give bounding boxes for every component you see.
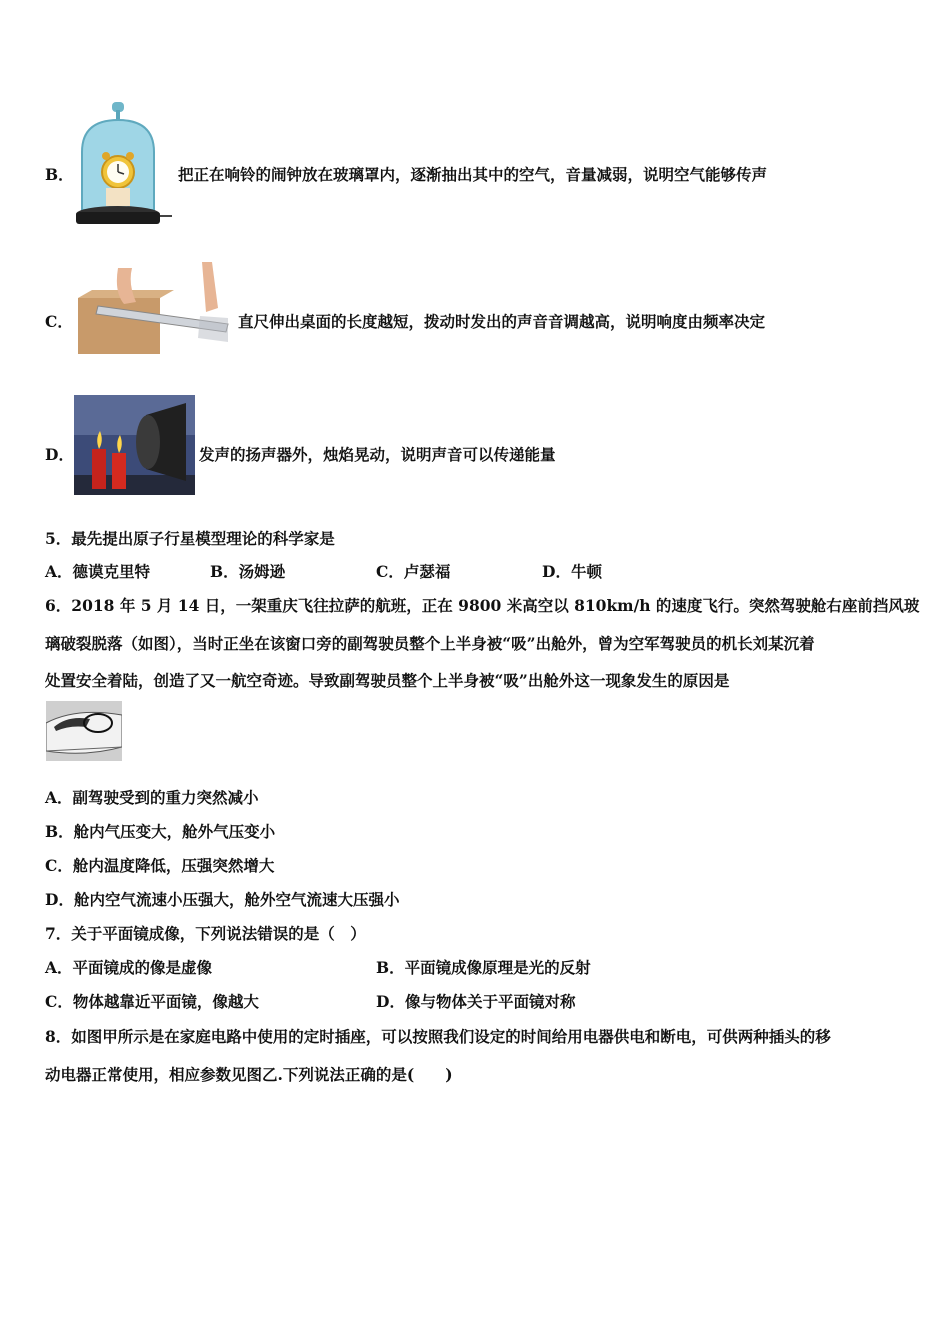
q8-stem-line-1: 8．如图甲所示是在家庭电路中使用的定时插座，可以按照我们设定的时间给用电器供电和断电，可供两种插头的移	[45, 1027, 831, 1046]
q6-stem-line-3: 处置安全着陆，创造了又一航空奇迹。导致副驾驶员整个上半身被“吸”出舱外这一现象发生的原因是	[45, 671, 730, 690]
q4-option-c-text: 直尺伸出桌面的长度越短，拨动时发出的声音音调越高，说明响度由频率决定	[238, 312, 766, 331]
q7-stem: 7．关于平面镜成像，下列说法错误的是（ ）	[45, 924, 366, 943]
q5-option-b: B．汤姆逊	[210, 562, 286, 581]
ruler-desk-image	[78, 262, 234, 354]
speaker-candle-image	[74, 395, 195, 495]
q6-option-d: D．舱内空气流速小压强大，舱外空气流速大压强小	[45, 890, 400, 909]
q6-option-a: A．副驾驶受到的重力突然减小	[45, 788, 259, 807]
q6-stem-line-2: 璃破裂脱落（如图），当时正坐在该窗口旁的副驾驶员整个上半身被“吸”出舱外，曾为空军驾驶员的机长刘某沉着	[45, 634, 815, 653]
q5-option-c: C．卢瑟福	[376, 562, 451, 581]
q5-option-a: A．德谟克里特	[45, 562, 151, 581]
q6-option-c: C．舱内温度降低，压强突然增大	[45, 856, 275, 875]
q7-option-a: A．平面镜成的像是虚像	[45, 958, 213, 977]
q4-option-c-label: C．	[45, 312, 73, 331]
q4-option-d-label: D．	[45, 445, 74, 464]
airplane-cockpit-image	[46, 701, 122, 761]
q4-option-b-text: 把正在响铃的闹钟放在玻璃罩内，逐渐抽出其中的空气，音量减弱，说明空气能够传声	[178, 165, 768, 184]
q4-option-d-text: 发声的扬声器外，烛焰晃动，说明声音可以传递能量	[199, 445, 556, 464]
q5-option-d: D．牛顿	[542, 562, 602, 581]
q5-stem: 5．最先提出原子行星模型理论的科学家是	[45, 529, 335, 548]
q4-option-b-label: B．	[45, 165, 74, 184]
q7-option-b: B．平面镜成像原理是光的反射	[376, 958, 591, 977]
q7-option-c: C．物体越靠近平面镜，像越大	[45, 992, 259, 1011]
q6-option-b: B．舱内气压变大，舱外气压变小	[45, 822, 276, 841]
q8-stem-line-2: 动电器正常使用，相应参数见图乙.下列说法正确的是( )	[45, 1065, 453, 1084]
q6-stem-line-1: 6．2018 年 5 月 14 日，一架重庆飞往拉萨的航班，正在 9800 米高空以 810km/h 的速度飞行。突然驾驶舱右座前挡风玻	[45, 596, 920, 615]
bell-jar-image	[72, 100, 176, 230]
q7-option-d: D．像与物体关于平面镜对称	[376, 992, 576, 1011]
